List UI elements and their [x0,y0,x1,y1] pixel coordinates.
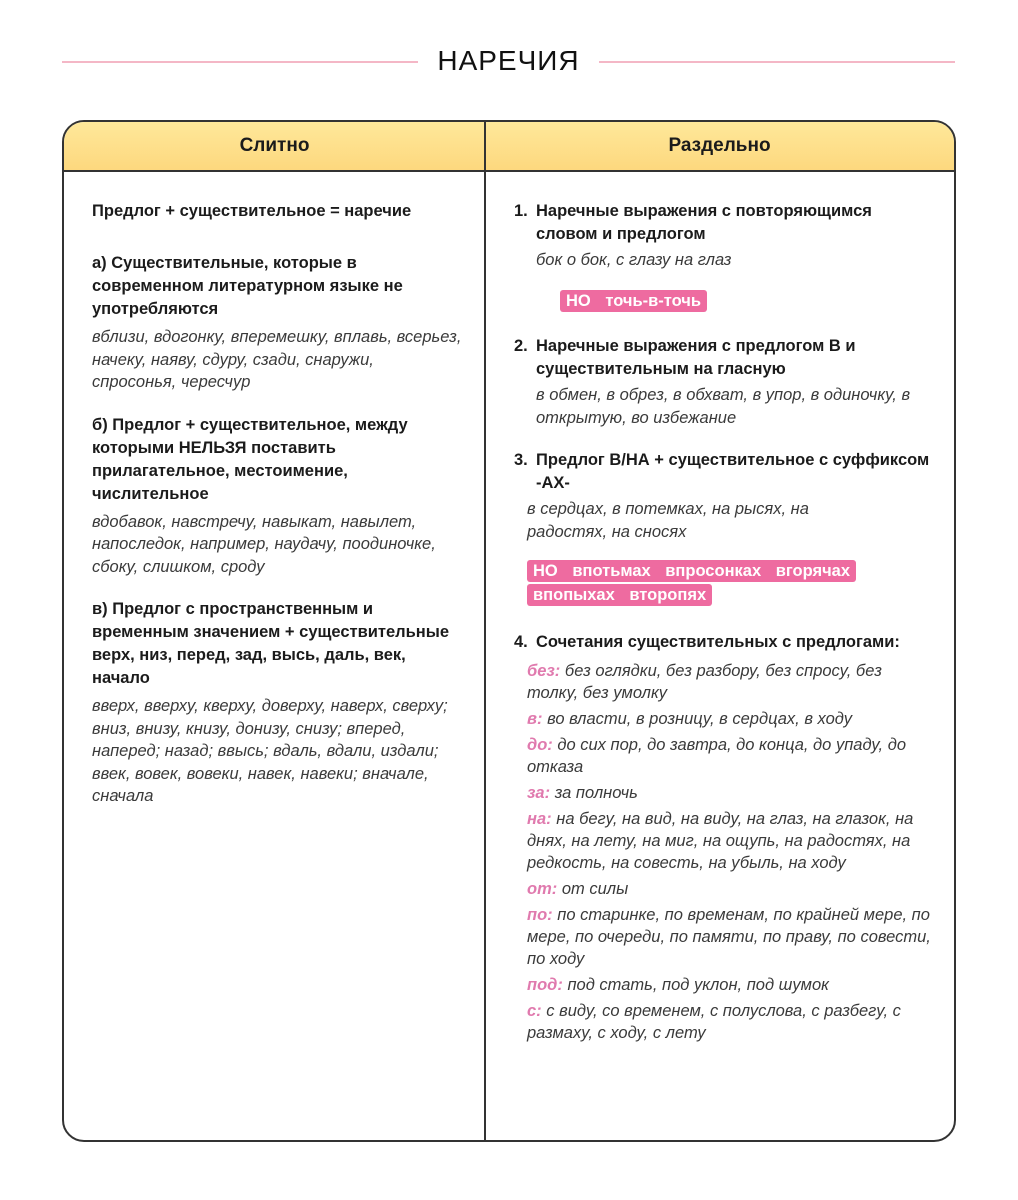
preposition-examples: на бегу, на вид, на виду, на глаз, на глазок, на днях, на лету, на миг, на ощупь, на радостях, на редкость, на совесть, на убыль, на ходу [527,810,914,872]
item-number: 2. [514,337,528,355]
item-number: 3. [514,451,528,469]
exception-wrap-1 [560,290,934,314]
preposition-row-ot [514,878,934,900]
rules-table [62,120,956,1142]
rule-examples-b: вдобавок, навстречу, навыкат, навылет, напоследок, например, наудачу, поодиночке, сбоку, слишком, сроду [92,512,436,576]
preposition-label: без: [527,662,561,680]
column-header-together: Слитно [239,135,310,156]
preposition-label: под: [527,976,563,994]
preposition-label: в: [527,710,543,728]
rule-examples-a: вблизи, вдогонку, вперемешку, вплавь, всерьез, начеку, наяву, сдуру, сзади, снаружи, спросонья, чересчур [92,328,462,391]
rule-item-3 [514,449,934,495]
preposition-row-bez [514,660,934,704]
preposition-label: до: [527,736,553,754]
preposition-label: на: [527,810,552,828]
rule-examples-3: в сердцах, в потемках, на рысях, на радостях, на сносях [527,500,809,541]
preposition-examples: за полночь [554,784,638,802]
table-header [64,122,954,172]
item-heading: Наречные выражения с повторяющимся словом и предлогом [536,202,872,243]
page-header [62,40,955,84]
preposition-row-za [514,782,934,804]
rule-heading-b: б) Предлог + существительное, между которыми НЕЛЬЗЯ поставить прилагательное, местоимение, числительное [92,415,408,503]
rule-examples-1: бок о бок, с глазу на глаз [536,251,732,269]
preposition-examples: от силы [561,880,629,898]
item-number: 4. [514,633,528,651]
preposition-row-v [514,708,934,730]
preposition-examples: с виду, со временем, с полуслова, с разбегу, с размаху, с ходу, с лету [527,1002,901,1042]
title-divider-right [599,61,955,63]
rule-heading-a: а) Существительные, которые в современном литературном языке не употребляются [92,254,403,318]
rule-item-4 [514,631,934,654]
preposition-examples: до сих пор, до завтра, до конца, до упаду, до отказа [527,736,906,776]
rule-examples-c: вверх, вверху, кверху, доверху, наверх, сверху; вниз, внизу, книзу, донизу, снизу; вперед, наперед; назад; ввысь; вдаль, вдали, издали; ввек, вовек, вовеки, навек, навеки; вначале, сначала [92,697,448,805]
preposition-row-pod [514,974,934,996]
rule-intro: Предлог + существительное = наречие [92,202,412,220]
preposition-label: от: [527,880,558,898]
exception-badge: НО точь-в-точь [560,290,707,312]
item-heading: Предлог В/НА + существительное с суффиксом -АХ- [536,451,930,492]
preposition-row-do [514,734,934,778]
preposition-label: по: [527,906,553,924]
preposition-examples: по старинке, по временам, по крайней мере, по мере, по очереди, по памяти, по праву, по совести, по ходу [527,906,931,968]
column-together [92,200,462,828]
preposition-label: за: [527,784,551,802]
page-title: НАРЕЧИЯ [437,45,580,76]
exception-badge: НО впотьмах впросонках вгорячах впопыхах второпях [527,560,856,606]
preposition-label: с: [527,1002,542,1020]
rule-heading-c: в) Предлог с пространственным и временным значением + существительные верх, низ, перед, зад, высь, даль, век, начало [92,600,450,687]
preposition-row-s [514,1000,934,1044]
preposition-examples: под стать, под уклон, под шумок [567,976,829,994]
preposition-row-na [514,808,934,874]
item-heading: Сочетания существительных с предлогами: [536,633,900,651]
preposition-examples: во власти, в розницу, в сердцах, в ходу [547,710,852,728]
column-separate [514,200,934,1048]
rule-item-2 [514,335,934,381]
item-heading: Наречные выражения с предлогом В и существительным на гласную [536,337,856,378]
preposition-examples: без оглядки, без разбору, без спросу, без толку, без умолку [527,662,882,702]
column-header-separate: Раздельно [668,135,771,156]
rule-item-1 [514,200,934,246]
item-number: 1. [514,202,528,220]
column-divider [484,122,486,1140]
exception-wrap-3 [527,560,879,607]
preposition-row-po [514,904,934,970]
rule-examples-2: в обмен, в обрез, в обхват, в упор, в одиночку, в открытую, во избежание [536,386,911,427]
